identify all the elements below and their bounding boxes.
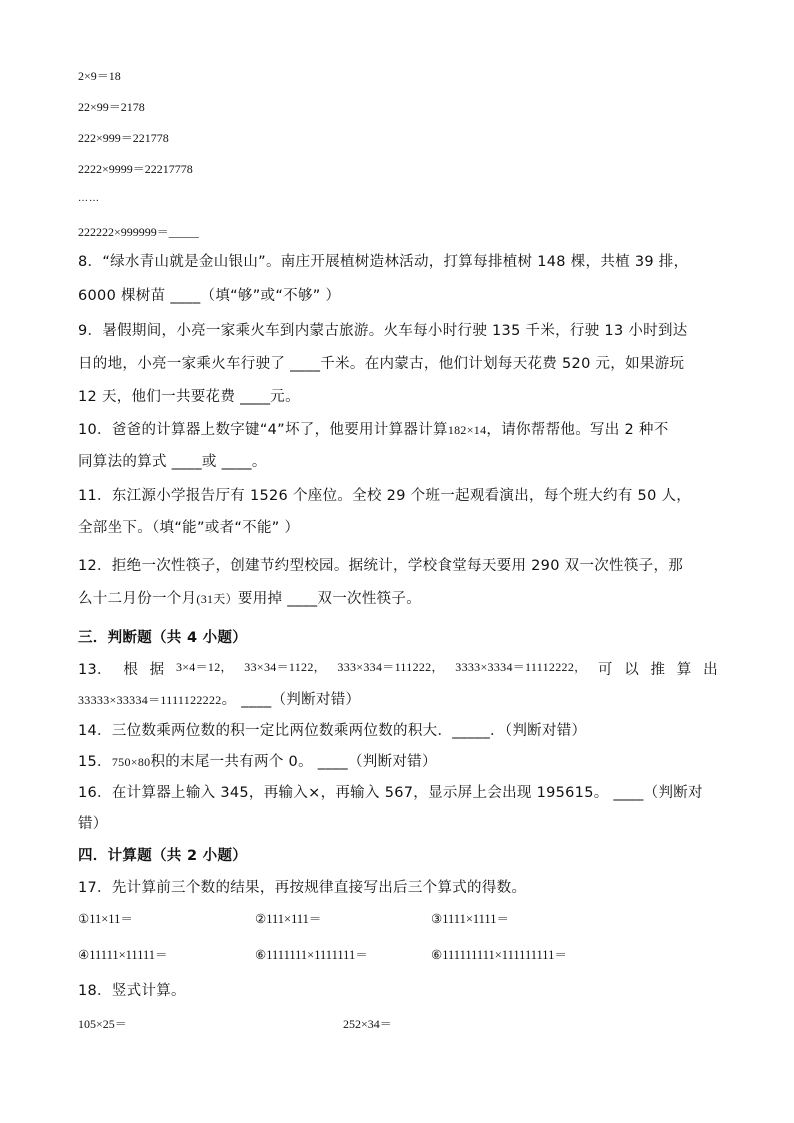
question-9-line-2: 日的地，小亮一家乘火车行驶了 ____千米。在内蒙古，他们计划每天花费 520 元，如果游玩 <box>78 356 685 372</box>
question-10-formula: 182×14 <box>447 423 487 437</box>
question-11-line-1: 11．东江源小学报告厅有 1526 个座位。全校 29 个班一起观看演出，每个班大约有 50 人， <box>78 488 692 504</box>
question-8-line-1: 8．“绿水青山就是金山银山”。南庄开展植树造林活动，打算每排植树 148 棵，共植 39 排， <box>78 254 689 270</box>
question-17-item: ⑥1111111×1111111＝ <box>255 948 368 962</box>
question-8-line-2: 6000 棵树苗 ____（填“够”或“不够” ） <box>78 288 341 304</box>
question-15-line-1 <box>78 750 437 771</box>
question-13-result-formula: 33333×33334＝1111122222 <box>78 693 222 707</box>
question-17-item: ③1111×1111＝ <box>431 912 509 926</box>
question-17-item: ④11111×11111＝ <box>78 948 168 962</box>
question-17-item: ⑥111111111×111111111＝ <box>431 948 567 962</box>
question-13-formula: 3×4＝12， <box>175 660 233 674</box>
question-13-word: 可 <box>597 662 613 678</box>
question-12-line-2 <box>78 587 421 608</box>
question-13-word: 以 <box>624 662 640 678</box>
question-13-word: 出 <box>703 662 718 678</box>
question-18-item: 252×34＝ <box>343 1017 392 1031</box>
pattern-line-2: 22×99＝2178 <box>78 100 145 114</box>
section-4-title: 四．计算题（共 2 小题） <box>78 848 248 864</box>
question-13-word: 根 <box>123 662 139 678</box>
question-12-text-b: 要用掉 ____双一次性筷子。 <box>237 591 422 607</box>
question-13-line-1 <box>78 658 718 679</box>
question-13-line-2 <box>78 688 360 709</box>
question-13-word: 推 <box>650 662 666 678</box>
question-13-formula: 333×334＝111222， <box>337 660 444 674</box>
question-13-formula: 3333×3334＝11112222， <box>455 660 587 674</box>
question-12-days: (31天） <box>196 592 238 606</box>
question-13-word: 据 <box>149 662 165 678</box>
question-10-text-a: 10．爸爸的计算器上数字键“4”坏了，他要用计算器计算 <box>78 422 448 438</box>
question-17-item: ①11×11＝ <box>78 912 133 926</box>
question-15-formula: 750×80 <box>111 755 151 769</box>
question-17-item: ②111×111＝ <box>255 912 322 926</box>
question-13-judge: 。 ____（判断对错） <box>221 692 361 708</box>
question-18-line-1: 18．竖式计算。 <box>78 983 186 999</box>
question-12-text-a: 么十二月份一个月 <box>78 591 197 607</box>
question-10-text-b: ，请你帮帮他。写出 2 种不 <box>486 422 669 438</box>
question-15-text: 积的末尾一共有两个 0。 ____（判断对错） <box>150 754 437 770</box>
question-18-item: 105×25＝ <box>78 1017 127 1031</box>
question-16-line-2: 错） <box>78 816 108 832</box>
question-10-line-2: 同算法的算式 ____或 ____。 <box>78 454 267 470</box>
question-13-number: 13． <box>78 662 112 678</box>
pattern-line-1: 2×9＝18 <box>78 69 121 83</box>
question-12-line-1: 12．拒绝一次性筷子，创建节约型校园。据统计，学校食堂每天要用 290 双一次性筷子，那 <box>78 558 684 574</box>
question-15-number: 15． <box>78 754 112 770</box>
question-10-line-1 <box>78 418 669 439</box>
section-3-title: 三．判断题（共 4 小题） <box>78 630 248 646</box>
question-17-line-1: 17．先计算前三个数的结果，再按规律直接写出后三个算式的得数。 <box>78 880 527 896</box>
question-9-line-3: 12 天，他们一共要花费 ____元。 <box>78 389 300 405</box>
question-11-line-2: 全部坐下。（填“能”或者“不能” ） <box>78 520 300 536</box>
question-9-line-1: 9．暑假期间，小亮一家乘火车到内蒙古旅游。火车每小时行驶 135 千米，行驶 13 小时到达 <box>78 323 688 339</box>
question-13-formula: 33×34＝1122， <box>244 660 326 674</box>
question-14-line-1: 14．三位数乘两位数的积一定比两位数乘两位数的积大．_____．（判断对错） <box>78 723 587 739</box>
pattern-line-4: 2222×9999＝22217778 <box>78 162 193 176</box>
pattern-ellipsis: …… <box>78 193 100 204</box>
pattern-line-3: 222×999＝221778 <box>78 131 169 145</box>
question-13-word: 算 <box>676 662 692 678</box>
question-16-line-1: 16．在计算器上输入 345，再输入×，再输入 567，显示屏上会出现 195615。 ____（判断对 <box>78 785 703 801</box>
pattern-line-5: 222222×999999＝_____ <box>78 225 199 239</box>
